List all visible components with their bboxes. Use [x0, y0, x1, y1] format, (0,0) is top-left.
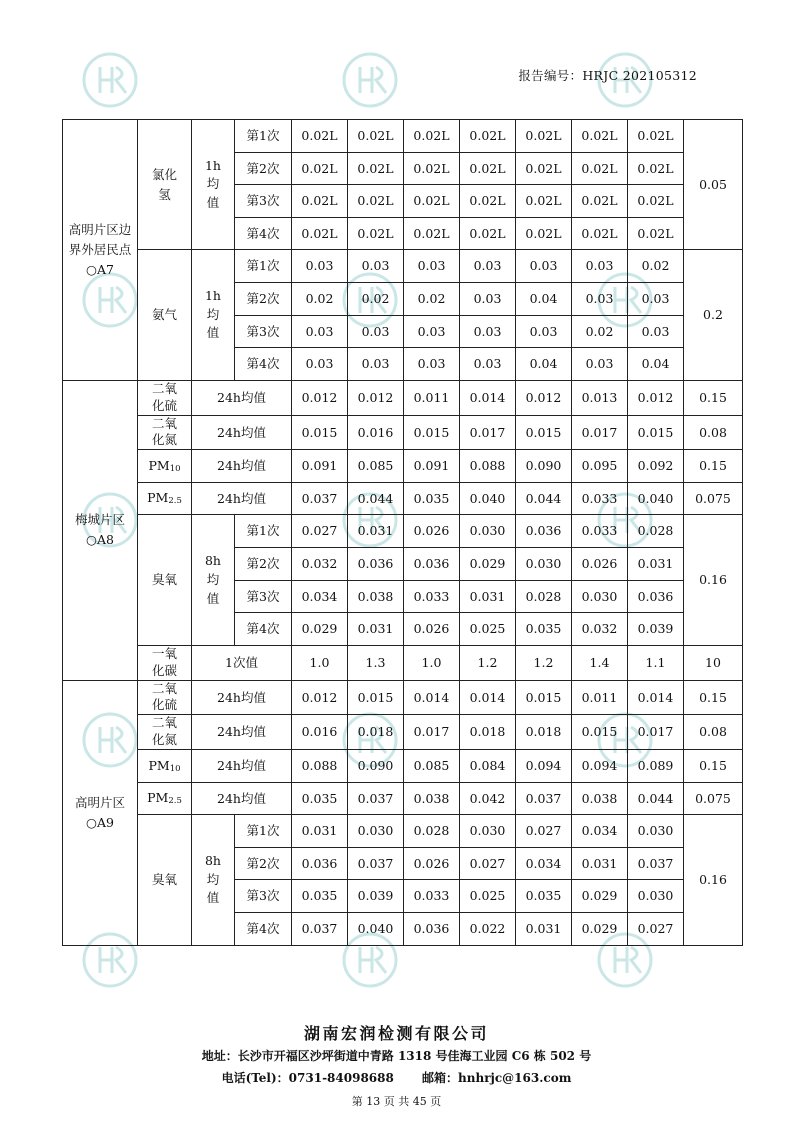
pollutant-name: 二氧化氮: [138, 415, 192, 450]
value-cell: 0.037: [348, 847, 404, 880]
value-cell: 0.02L: [516, 185, 572, 218]
avg-period-label: 24h均值: [192, 450, 292, 483]
value-cell: 0.035: [292, 782, 348, 815]
value-cell: 0.02L: [460, 120, 516, 153]
value-cell: 0.03: [348, 348, 404, 381]
round-label: 第4次: [235, 913, 292, 946]
value-cell: 0.03: [628, 282, 684, 315]
value-cell: 0.031: [348, 515, 404, 548]
table-row: [63, 715, 743, 750]
limit-value: 0.2: [684, 250, 743, 380]
value-cell: 0.031: [516, 913, 572, 946]
pm-label-base: PM: [148, 457, 170, 473]
limit-value: 0.15: [684, 450, 743, 483]
value-cell: 0.036: [404, 913, 460, 946]
round-label: 第2次: [235, 282, 292, 315]
value-cell: 0.094: [572, 750, 628, 783]
round-label: 第1次: [235, 515, 292, 548]
value-cell: 0.018: [516, 715, 572, 750]
table-row: [63, 815, 743, 848]
value-cell: 0.029: [460, 548, 516, 581]
value-cell: 0.02L: [460, 185, 516, 218]
value-cell: 0.032: [572, 613, 628, 646]
pollutant-name: 臭氧: [138, 815, 192, 945]
round-label: 第4次: [235, 217, 292, 250]
value-cell: 0.012: [348, 380, 404, 415]
value-cell: 0.030: [572, 580, 628, 613]
value-cell: 0.012: [292, 380, 348, 415]
round-label: 第4次: [235, 613, 292, 646]
value-cell: 0.029: [572, 913, 628, 946]
value-cell: 0.015: [516, 680, 572, 715]
value-cell: 0.034: [572, 815, 628, 848]
value-cell: 0.02L: [404, 152, 460, 185]
value-cell: 0.035: [516, 613, 572, 646]
value-cell: 0.030: [516, 548, 572, 581]
value-cell: 0.015: [348, 680, 404, 715]
value-cell: 0.017: [572, 415, 628, 450]
value-cell: 0.014: [628, 680, 684, 715]
value-cell: 0.015: [572, 715, 628, 750]
value-cell: 0.02L: [628, 152, 684, 185]
value-cell: 0.031: [460, 580, 516, 613]
watermark-logo-letters: [100, 947, 126, 973]
pollutant-name: [138, 450, 192, 483]
value-cell: 0.033: [404, 880, 460, 913]
limit-value: 0.08: [684, 415, 743, 450]
value-cell: 0.040: [348, 913, 404, 946]
value-cell: 0.02L: [292, 217, 348, 250]
value-cell: 0.03: [460, 315, 516, 348]
value-cell: 0.02L: [572, 185, 628, 218]
table-row: [63, 380, 743, 415]
value-cell: 0.030: [628, 815, 684, 848]
table-row: [63, 680, 743, 715]
value-cell: 0.012: [292, 680, 348, 715]
pollutant-name: 二氧化硫: [138, 680, 192, 715]
value-cell: 0.037: [292, 913, 348, 946]
value-cell: 0.036: [516, 515, 572, 548]
table-row: [63, 450, 743, 483]
value-cell: 0.085: [404, 750, 460, 783]
site-name: 高明片区边界外居民点○A7: [63, 120, 138, 381]
footer-contact: [0, 1069, 793, 1086]
table-row: [63, 750, 743, 783]
round-label: 第1次: [235, 120, 292, 153]
value-cell: 0.034: [292, 580, 348, 613]
footer-address: 地址：长沙市开福区沙坪街道中青路 1318 号佳海工业园 C6 栋 502 号: [201, 1049, 592, 1063]
value-cell: 0.04: [516, 348, 572, 381]
value-cell: 0.013: [572, 380, 628, 415]
value-cell: 0.026: [404, 613, 460, 646]
value-cell: 0.02L: [404, 185, 460, 218]
value-cell: 0.036: [348, 548, 404, 581]
value-cell: 0.036: [292, 847, 348, 880]
value-cell: 0.018: [460, 715, 516, 750]
pollutant-name: [138, 482, 192, 515]
limit-value: 0.16: [684, 515, 743, 645]
value-cell: 0.038: [404, 782, 460, 815]
footer-email: 邮箱：hnhrjc@163.com: [422, 1071, 572, 1085]
limit-value: 0.15: [684, 750, 743, 783]
value-cell: 0.039: [628, 613, 684, 646]
round-label: 第3次: [235, 580, 292, 613]
round-label: 第2次: [235, 548, 292, 581]
pollutant-name: 氯化氢: [138, 120, 192, 250]
value-cell: 0.037: [628, 847, 684, 880]
value-cell: 0.03: [292, 250, 348, 283]
value-cell: 0.035: [404, 482, 460, 515]
value-cell: 1.4: [572, 645, 628, 680]
value-cell: 0.014: [404, 680, 460, 715]
value-cell: 0.091: [404, 450, 460, 483]
value-cell: 1.0: [292, 645, 348, 680]
value-cell: 0.022: [460, 913, 516, 946]
round-label: 第3次: [235, 880, 292, 913]
value-cell: 0.03: [516, 315, 572, 348]
value-cell: 0.033: [572, 482, 628, 515]
value-cell: 0.033: [572, 515, 628, 548]
value-cell: 0.030: [460, 815, 516, 848]
value-cell: 0.02L: [292, 152, 348, 185]
value-cell: 0.02L: [516, 152, 572, 185]
value-cell: 0.030: [348, 815, 404, 848]
value-cell: 0.025: [460, 880, 516, 913]
value-cell: 0.012: [628, 380, 684, 415]
watermark-logo-icon: [344, 54, 396, 106]
value-cell: 0.035: [516, 880, 572, 913]
value-cell: 1.3: [348, 645, 404, 680]
value-cell: 0.02L: [292, 120, 348, 153]
round-label: 第2次: [235, 152, 292, 185]
value-cell: 0.030: [628, 880, 684, 913]
limit-value: 0.075: [684, 482, 743, 515]
watermark-logo-icon: [84, 54, 136, 106]
value-cell: 0.037: [516, 782, 572, 815]
value-cell: 1.0: [404, 645, 460, 680]
value-cell: 1.2: [516, 645, 572, 680]
avg-period-label: 1次值: [192, 645, 292, 680]
value-cell: 0.04: [516, 282, 572, 315]
value-cell: 0.028: [404, 815, 460, 848]
site-name: 高明片区○A9: [63, 680, 138, 945]
limit-value: 0.15: [684, 680, 743, 715]
value-cell: 0.033: [404, 580, 460, 613]
limit-value: 0.075: [684, 782, 743, 815]
table-row: [63, 120, 743, 153]
value-cell: 0.03: [404, 250, 460, 283]
pm-label-base: PM: [148, 757, 170, 773]
round-label: 第1次: [235, 815, 292, 848]
pm-label-subscript: 2.5: [168, 496, 182, 507]
value-cell: 0.011: [572, 680, 628, 715]
pollutant-name: [138, 782, 192, 815]
value-cell: 0.02: [628, 250, 684, 283]
value-cell: 0.017: [628, 715, 684, 750]
value-cell: 0.016: [292, 715, 348, 750]
watermark-logo-letters: [615, 947, 641, 973]
avg-period-label: 24h均值: [192, 715, 292, 750]
table-row: [63, 645, 743, 680]
value-cell: 0.03: [628, 315, 684, 348]
pollutant-name: 一氧化碳: [138, 645, 192, 680]
value-cell: 0.03: [572, 250, 628, 283]
value-cell: 0.034: [516, 847, 572, 880]
value-cell: 0.090: [516, 450, 572, 483]
value-cell: 0.018: [348, 715, 404, 750]
value-cell: 0.02: [404, 282, 460, 315]
value-cell: 0.02: [348, 282, 404, 315]
value-cell: 0.092: [628, 450, 684, 483]
avg-period-label: 24h均值: [192, 750, 292, 783]
table-row: [63, 415, 743, 450]
value-cell: 0.015: [516, 415, 572, 450]
avg-period-label: 24h均值: [192, 482, 292, 515]
value-cell: 0.02L: [348, 120, 404, 153]
pollutant-name: 氨气: [138, 250, 192, 380]
round-label: 第4次: [235, 348, 292, 381]
pollutant-name: 臭氧: [138, 515, 192, 645]
pm-label-subscript: 2.5: [168, 796, 182, 807]
value-cell: 0.015: [404, 415, 460, 450]
value-cell: 0.02L: [516, 120, 572, 153]
value-cell: 0.039: [348, 880, 404, 913]
site-name: 梅城片区○A8: [63, 380, 138, 680]
limit-value: 10: [684, 645, 743, 680]
value-cell: 0.095: [572, 450, 628, 483]
avg-period-label: 8h均值: [192, 815, 235, 945]
round-label: 第1次: [235, 250, 292, 283]
value-cell: 0.014: [460, 380, 516, 415]
value-cell: 0.035: [292, 880, 348, 913]
value-cell: 0.02L: [628, 217, 684, 250]
value-cell: 0.032: [292, 548, 348, 581]
avg-period-label: 1h均值: [192, 120, 235, 250]
value-cell: 0.03: [572, 282, 628, 315]
value-cell: 0.02L: [348, 152, 404, 185]
limit-value: 0.08: [684, 715, 743, 750]
value-cell: 0.03: [292, 348, 348, 381]
value-cell: 0.031: [348, 613, 404, 646]
value-cell: 0.031: [292, 815, 348, 848]
value-cell: 0.04: [628, 348, 684, 381]
limit-value: 0.15: [684, 380, 743, 415]
value-cell: 0.03: [348, 250, 404, 283]
table-row: [63, 782, 743, 815]
value-cell: 0.03: [516, 250, 572, 283]
avg-period-label: 1h均值: [192, 250, 235, 380]
value-cell: 0.089: [628, 750, 684, 783]
pm-label-base: PM: [147, 790, 169, 806]
pollutant-name: [138, 750, 192, 783]
value-cell: 0.02L: [628, 120, 684, 153]
value-cell: 0.094: [516, 750, 572, 783]
value-cell: 0.036: [628, 580, 684, 613]
value-cell: 0.017: [404, 715, 460, 750]
value-cell: 0.030: [460, 515, 516, 548]
value-cell: 0.084: [460, 750, 516, 783]
table-row: [63, 482, 743, 515]
value-cell: 0.026: [404, 515, 460, 548]
value-cell: 0.026: [572, 548, 628, 581]
pollutant-name: 二氧化氮: [138, 715, 192, 750]
value-cell: 0.02L: [460, 217, 516, 250]
watermark-logo-letters: [360, 67, 386, 93]
footer-company-name: 湖南宏润检测有限公司: [303, 1024, 489, 1043]
pollutant-name: 二氧化硫: [138, 380, 192, 415]
value-cell: 0.02: [292, 282, 348, 315]
pm-label-base: PM: [147, 490, 169, 506]
value-cell: 0.03: [460, 348, 516, 381]
value-cell: 0.088: [292, 750, 348, 783]
value-cell: 0.02L: [404, 120, 460, 153]
value-cell: 0.027: [292, 515, 348, 548]
avg-period-label: 24h均值: [192, 782, 292, 815]
value-cell: 0.03: [404, 348, 460, 381]
value-cell: 0.029: [572, 880, 628, 913]
value-cell: 0.03: [572, 348, 628, 381]
value-cell: 0.037: [292, 482, 348, 515]
value-cell: 0.012: [516, 380, 572, 415]
pm-label-subscript: 10: [169, 763, 181, 774]
value-cell: 0.031: [628, 548, 684, 581]
value-cell: 0.025: [460, 613, 516, 646]
page-number: 第 13 页 共 45 页: [351, 1095, 442, 1108]
value-cell: 0.091: [292, 450, 348, 483]
value-cell: 0.029: [292, 613, 348, 646]
value-cell: 0.044: [348, 482, 404, 515]
value-cell: 0.037: [348, 782, 404, 815]
value-cell: 0.016: [348, 415, 404, 450]
value-cell: 0.03: [292, 315, 348, 348]
value-cell: 0.088: [460, 450, 516, 483]
value-cell: 0.02L: [572, 120, 628, 153]
value-cell: 0.038: [348, 580, 404, 613]
round-label: 第2次: [235, 847, 292, 880]
value-cell: 0.042: [460, 782, 516, 815]
table-row: [63, 515, 743, 548]
avg-period-label: 8h均值: [192, 515, 235, 645]
avg-period-label: 24h均值: [192, 380, 292, 415]
value-cell: 0.02L: [572, 217, 628, 250]
table-row: [63, 250, 743, 283]
value-cell: 0.015: [292, 415, 348, 450]
footer-phone: 电话(Tel)：0731-84098688: [221, 1071, 394, 1085]
value-cell: 0.028: [628, 515, 684, 548]
value-cell: 0.031: [572, 847, 628, 880]
value-cell: 0.03: [404, 315, 460, 348]
value-cell: 0.040: [628, 482, 684, 515]
value-cell: 0.027: [516, 815, 572, 848]
value-cell: 0.027: [628, 913, 684, 946]
value-cell: 0.03: [460, 282, 516, 315]
value-cell: 0.011: [404, 380, 460, 415]
value-cell: 0.040: [460, 482, 516, 515]
watermark-logo-letters: [100, 67, 126, 93]
limit-value: 0.05: [684, 120, 743, 250]
value-cell: 0.02: [572, 315, 628, 348]
value-cell: 0.02L: [348, 185, 404, 218]
value-cell: 1.1: [628, 645, 684, 680]
value-cell: 0.090: [348, 750, 404, 783]
value-cell: 0.027: [460, 847, 516, 880]
pm-label-subscript: 10: [169, 463, 181, 474]
value-cell: 0.02L: [460, 152, 516, 185]
value-cell: 0.044: [516, 482, 572, 515]
value-cell: 0.015: [628, 415, 684, 450]
value-cell: 0.044: [628, 782, 684, 815]
value-cell: 0.014: [460, 680, 516, 715]
value-cell: 0.02L: [404, 217, 460, 250]
value-cell: 0.028: [516, 580, 572, 613]
round-label: 第3次: [235, 315, 292, 348]
value-cell: 0.03: [348, 315, 404, 348]
report-number: 报告编号：HRJC 202105312: [518, 68, 697, 83]
avg-period-label: 24h均值: [192, 680, 292, 715]
value-cell: 0.026: [404, 847, 460, 880]
value-cell: 0.03: [460, 250, 516, 283]
value-cell: 0.038: [572, 782, 628, 815]
avg-period-label: 24h均值: [192, 415, 292, 450]
limit-value: 0.16: [684, 815, 743, 945]
monitoring-table: [62, 119, 743, 946]
value-cell: 0.02L: [292, 185, 348, 218]
value-cell: 0.02L: [516, 217, 572, 250]
value-cell: 0.085: [348, 450, 404, 483]
value-cell: 0.02L: [628, 185, 684, 218]
watermark-logo-letters: [360, 947, 386, 973]
round-label: 第3次: [235, 185, 292, 218]
value-cell: 1.2: [460, 645, 516, 680]
value-cell: 0.017: [460, 415, 516, 450]
value-cell: 0.02L: [572, 152, 628, 185]
value-cell: 0.036: [404, 548, 460, 581]
value-cell: 0.02L: [348, 217, 404, 250]
